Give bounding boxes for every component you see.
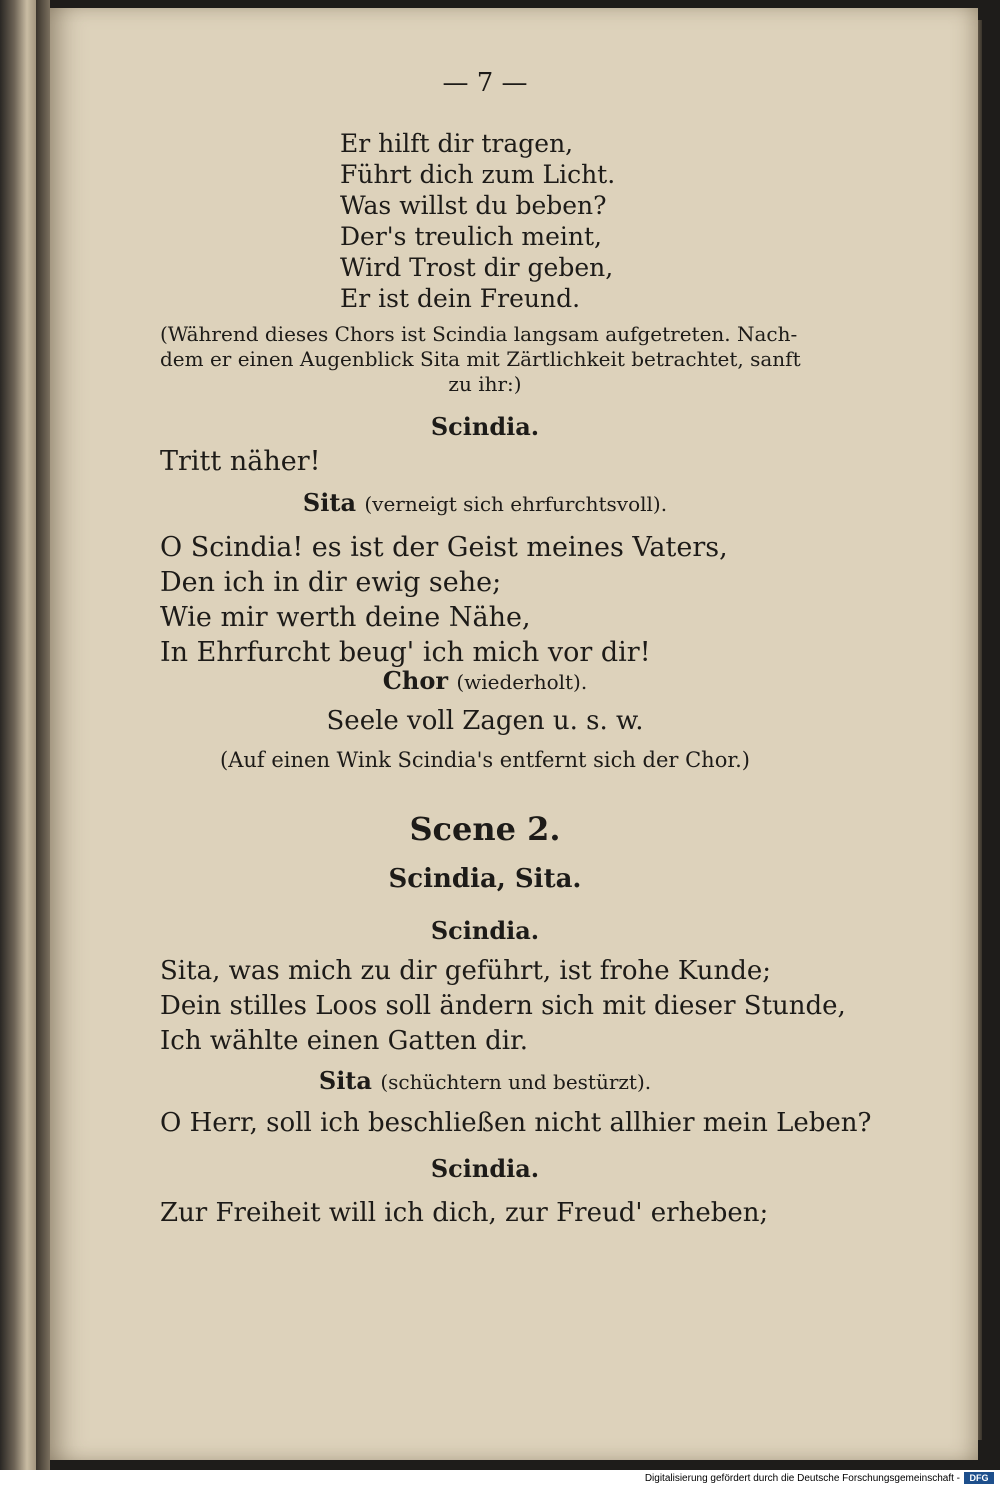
facing-page-edge [0,0,36,1470]
speaker-heading [160,1066,810,1095]
speaker-name: Chor [382,666,448,695]
speaker-name: Scindia. [430,412,540,441]
dialogue-line: Tritt näher! [160,446,321,477]
speaker-name: Scindia. [430,916,540,945]
poem-line: Er hilft dir tragen, [340,129,574,158]
dialogue-line: Zur Freiheit will ich dich, zur Freud' erheben; [160,1198,769,1228]
speaker-heading [160,666,810,695]
dialogue-line: Dein stilles Loos soll ändern sich mit dieser Stunde, [160,991,846,1021]
dialogue-line: Den ich in dir ewig sehe; [160,567,502,598]
dialogue-line: Ich wählte einen Gatten dir. [160,1026,528,1056]
speaker-name: Scindia. [430,1154,540,1183]
stage-direction-line: (Während dieses Chors ist Scindia langsam aufgetreten. Nach- [160,322,798,346]
stage-direction-line: zu ihr:) [448,372,522,396]
dialogue-line: Wie mir werth deine Nähe, [160,602,531,633]
stage-direction: (schüchtern und bestürzt). [380,1070,652,1094]
speaker-name: Sita [302,488,356,517]
dialogue-line: Sita, was mich zu dir geführt, ist frohe Kunde; [160,956,772,986]
dialogue-line: O Herr, soll ich beschließen nicht allhier mein Leben? [160,1108,872,1138]
poem-line: Er ist dein Freund. [340,284,581,313]
book-gutter [36,0,50,1470]
dialogue-verse [160,954,846,1059]
dialogue-line: Seele voll Zagen u. s. w. [326,706,644,736]
page-number: — 7 — [442,68,528,98]
scene-characters: Scindia, Sita. [388,864,582,894]
speaker-name: Sita [318,1066,372,1095]
dialogue-line: O Scindia! es ist der Geist meines Vaters, [160,532,728,563]
stage-direction: (Auf einen Wink Scindia's entfernt sich der Chor.) [220,748,750,772]
funding-credit: Digitalisierung gefördert durch die Deutsche Forschungsgemeinschaft - [644,1473,960,1484]
poem-line: Der's treulich meint, [340,222,602,251]
dfg-logo: DFG [964,1472,994,1484]
poem-line: Führt dich zum Licht. [340,160,616,189]
stage-direction [160,322,810,397]
stage-direction: (wiederholt). [456,670,588,694]
scene-title: Scene 2. [409,810,561,848]
speaker-heading [160,488,810,517]
poem-line: Was willst du beben? [340,191,607,220]
dialogue-verse [160,530,728,670]
poem-stanza [340,128,615,314]
stage-direction: (verneigt sich ehrfurchtsvoll). [364,492,668,516]
poem-line: Wird Trost dir geben, [340,253,614,282]
dialogue-line: In Ehrfurcht beug' ich mich vor dir! [160,637,651,668]
stage-direction-line: dem er einen Augenblick Sita mit Zärtlichkeit betrachtet, sanft [160,347,801,371]
